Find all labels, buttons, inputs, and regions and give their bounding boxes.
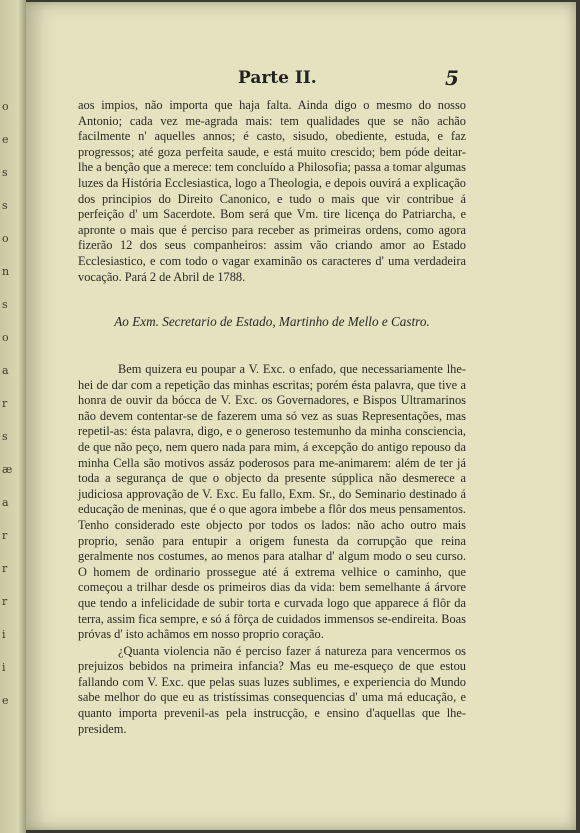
facing-page-fragment: s [2,166,8,179]
facing-page-fragment: a [2,364,9,377]
facing-page-fragment: s [2,199,8,212]
facing-page-edge [0,0,26,833]
letter-closing-paragraph [78,98,466,285]
running-head: Parte II. [238,68,317,88]
facing-page-fragment: r [2,562,8,575]
letter-heading: Ao Exm. Secretario de Estado, Martinho de Mello e Castro. [114,314,430,329]
facing-page-fragment: r [2,397,8,410]
facing-page-fragment: o [2,331,9,344]
facing-page-fragment: o [2,232,9,245]
facing-page-fragment: r [2,529,8,542]
facing-page-fragment: a [2,496,9,509]
facing-page-fragment: s [2,298,8,311]
facing-page-fragment: r [2,595,8,608]
page-number: 5 [445,66,459,90]
paragraph: ¿Quanta violencia não é perciso fazer á natureza para vencermos os prejuizos bebidos na primeira infancia? Mas eu me-esqueço de que estou fallando com V. Exc. que pelas suas luzes sublimes, e experiencia do Mundo sabe melhor do que eu as tristíssimas consequencias d' uma má educação, e quanto importa prevenil-as pela instrucção, e ensino d'aquellas que lhe-presidem. [78,643,466,736]
facing-page-fragment: i [2,661,6,674]
page [26,2,576,830]
page-header [26,68,576,94]
facing-page-fragment: s [2,430,8,443]
paragraph: Bem quizera eu poupar a V. Exc. o enfado, que necessariamente lhe-hei de dar com a repetição das minhas escritas; porém ésta palavra, que tive a honra de ouvir da bócca de V. Exc. os Governadores, e Bispos Ultramarinos não devem contentar-se de fazerem uma só vez as suas Representações, mas repetil-as: ésta palavra, digo, e o generoso testemunho da minha consciencia, de que não peço, nem quero nada para mim, á excepção do antigo repouso da minha Cella são motivos assáz poderosos para me-animarem: além de ter já toda a segurança de que o objecto da presente súpplica não desmerece a judiciosa approvação de V. Exc. Eu fallo, Exm. Sr., do Seminario destinado á educação de meninas, que é o que agora imbebe a flôr dos meus pensamentos. Tenho considerado este objecto por todos os lados: não acho outro mais proprio, senão para entupir a origem funesta da corrupção que reina geralmente nos costumes, ao menos para atalhar d' algum modo o seu curso. O homem de ordinario prossegue até á extrema velhice o caminho, que começou a trilhar desde os primeiros dias da vida: bem semelhante á árvore que tendo a infelicidade de subir torta e curvada logo que apparece á flôr da terra, assim fica sempre, e só á fôrça de cuidados immensos se-endireita. Boas próvas d' isto achâmos em nosso proprio coração. [78,362,466,642]
facing-page-fragment: e [2,694,9,707]
facing-page-fragment: e [2,133,9,146]
facing-page-fragment: æ [2,463,13,476]
letter-body [78,362,466,737]
facing-page-fragment: o [2,100,9,113]
facing-page-fragment: n [2,265,10,278]
facing-page-fragment: i [2,628,6,641]
paragraph: aos impios, não importa que haja falta. Ainda digo o mesmo do nosso Antonio; cada vez me-agrada mais: tem qualidades que se não achão facilmente n' aquelles annos; é casto, sisudo, obediente, estuda, e faz progressos; até goza perfeita saude, e está muito crescido; bem póde deitar-lhe a benção que a merece: tem concluído a Philosofia; passa a tomar algumas luzes da História Ecclesiastica, logo a Theologia, e depois ouvirá a explicação dos principios do Direito Canonico, e tudo o mais que vir contribue á perfeição d' um Sacerdote. Bom será que Vm. tire licença do Patriarcha, e apronte o mais que é perciso para receber as primeiras ordens, como agora fizerão 12 dos seus companheiros: assim vão criando amor ao Estado Ecclesiastico, e com todo o vagar examinão os caracteres d' uma verdadeira vocação. Pará 2 de Abril de 1788. [78,98,466,284]
